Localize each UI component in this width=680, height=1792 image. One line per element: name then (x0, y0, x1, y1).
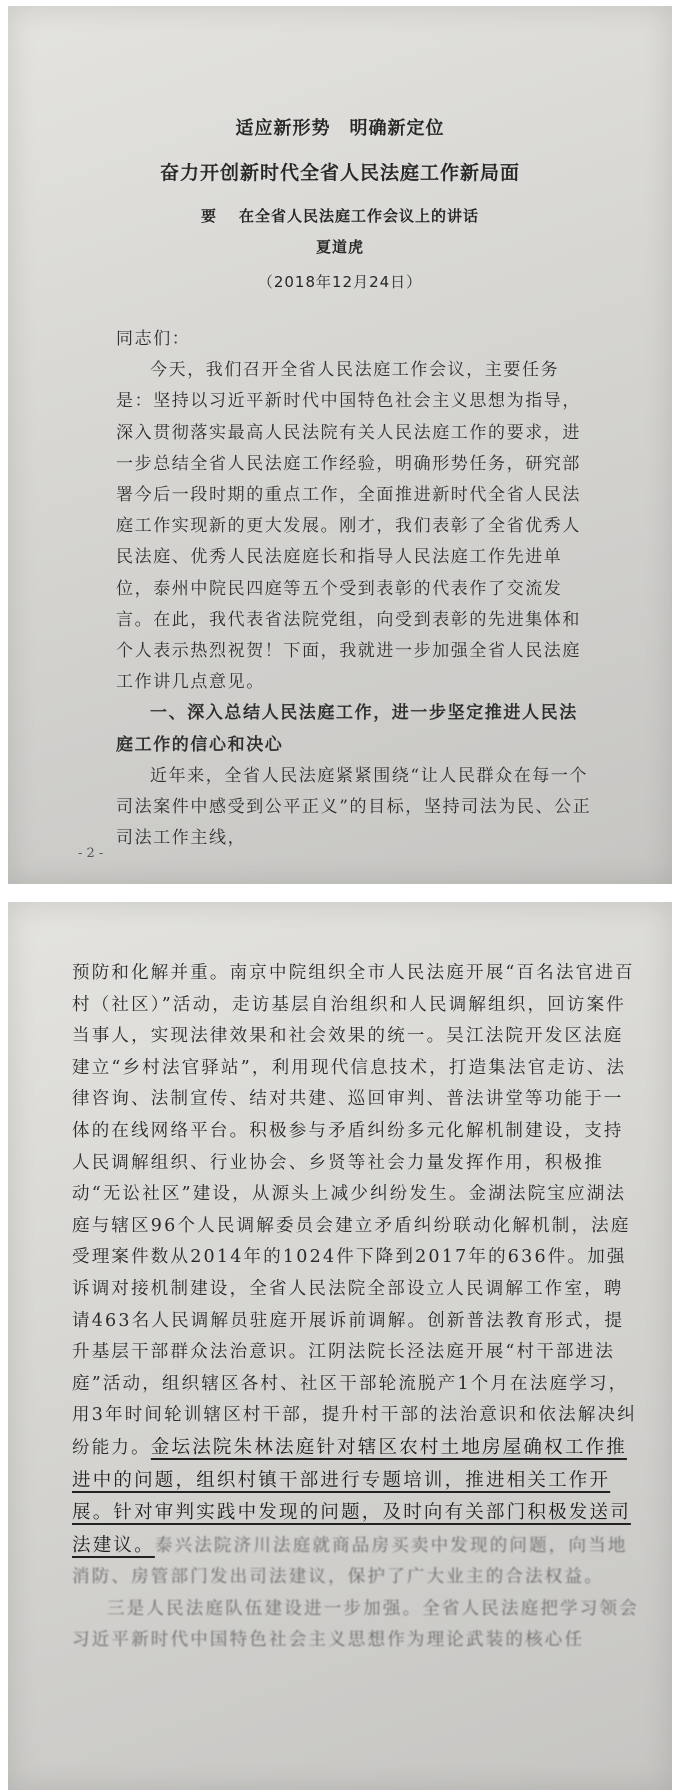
underlined-passage: 金坛法院朱林法庭针对辖区农村土地房屋确权工作推进中的问题，组织村镇干部进行专题培训，推进相关工作开展。针对审判实践中发现的问题，及时向有关部门积极发送司法建议。 (72, 1436, 631, 1556)
paragraph-intro: 今天，我们召开全省人民法庭工作会议，主要任务是：坚持以习近平新时代中国特色社会主义思想为指导，深入贯彻落实最高人民法院有关人民法庭工作的要求，进一步总结全省人民法庭工作经验，明确形势任务，研究部署今后一段时期的重点工作，全面推进新时代全省人民法庭工作实现新的更大发展。刚才，我们表彰了全省优秀人民法庭、优秀人民法庭庭长和指导人民法庭工作先进单位，泰州中院民四庭等五个受到表彰的代表作了交流发言。在此，我代表省法院党组，向受到表彰的先进集体和个人表示热烈祝贺！下面，我就进一步加强全省人民法庭工作讲几点意见。 (116, 360, 581, 693)
title-line-1: 适应新形势 明确新定位 (235, 118, 445, 139)
subtitle-text: 在全省人民法庭工作会议上的讲话 (239, 207, 480, 225)
salutation: 同志们： (116, 329, 191, 349)
page-1-body (116, 324, 596, 854)
subtitle-marker: 要 (200, 207, 217, 225)
paragraph-continued: 预防和化解并重。南京中院组织全市人民法庭开展“百名法官进百村（社区）”活动，走访基层自治组织和人民调解组织，回访案件当事人，实现法律效果和社会效果的统一。吴江法院开发区法庭建立“乡村法官驿站”，利用现代信息技术，打造集法官走访、法律咨询、法制宣传、结对共建、巡回审判、普法讲堂等功能于一体的在线网络平台。积极参与矛盾纠纷多元化解机制建设，支持人民调解组织、行业协会、乡贤等社会力量发挥作用，积极推动“无讼社区”建设，从源头上减少纠纷发生。金湖法院宝应湖法庭与辖区96个人民调解委员会建立矛盾纠纷联动化解机制，法庭受理案件数从2014年的1024件下降到2017年的636件。加强诉调对接机制建设，全省人民法院全部设立人民调解工作室，聘请463名人民调解员驻庭开展诉前调解。创新普法教育形式，提升基层干部群众法治意识。江阴法院长泾法庭开展“村干部进法庭”活动，组织辖区各村、社区干部轮流脱产1个月在法庭学习，用3年时间轮训辖区村干部，提升村干部的法治意识和依法解决纠纷能力。 (72, 963, 637, 1458)
page-2-body (72, 902, 640, 1657)
title-line-2: 奋力开创新时代全省人民法庭工作新局面 (159, 162, 520, 184)
paragraph-three: 三是人民法庭队伍建设进一步加强。全省人民法庭把学习领会习近平新时代中国特色社会主义思想作为理论武装的核心任 (72, 1598, 639, 1651)
subtitle-line (8, 205, 672, 226)
document-page-1 (8, 6, 672, 884)
paragraph-continued-after: 泰兴法院济川法庭就商品房买卖中发现的问题，向当地消防、房管部门发出司法建议，保护了广大业主的合法权益。 (72, 1535, 628, 1588)
speech-date: （2018年12月24日） (257, 273, 423, 291)
speaker-name: 夏道虎 (315, 238, 364, 256)
document-page-2 (8, 902, 672, 1790)
paragraph-section-1: 近年来，全省人民法庭紧紧围绕“让人民群众在每一个司法案件中感受到公平正义”的目标，坚持司法为民、公正司法工作主线， (116, 765, 592, 849)
page-number: - 2 - (78, 846, 104, 861)
section-heading-1: 一、深入总结人民法庭工作，进一步坚定推进人民法庭工作的信心和决心 (116, 703, 578, 755)
